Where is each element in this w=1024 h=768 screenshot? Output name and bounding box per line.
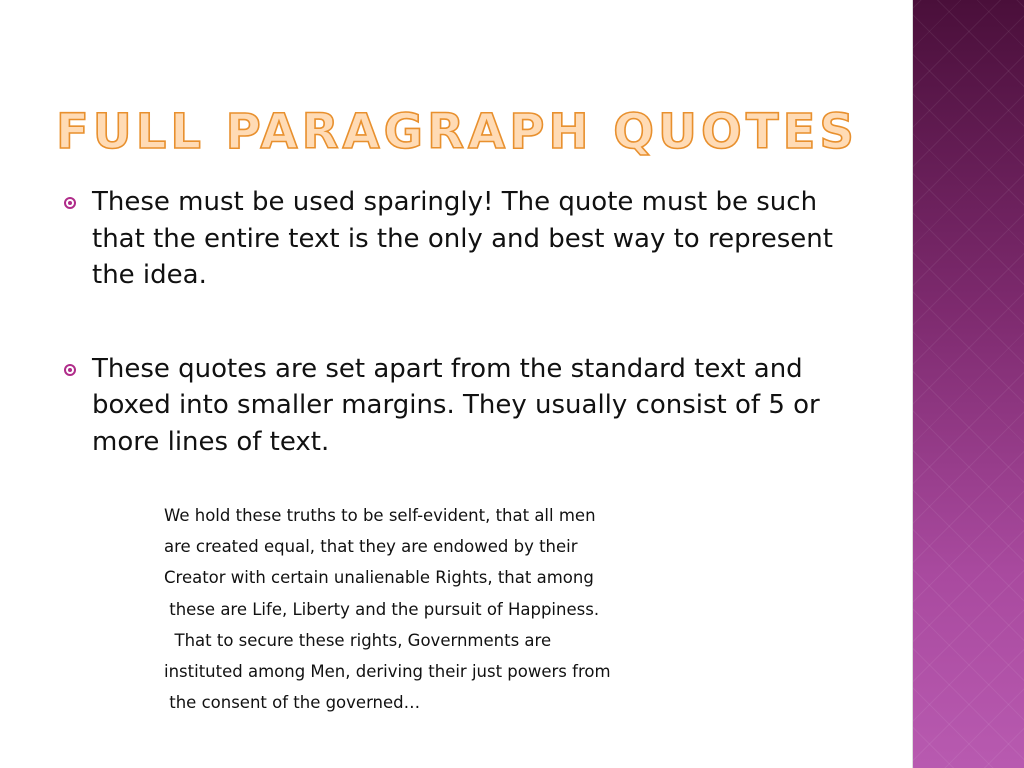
slide-title: FULL PARAGRAPH QUOTES xyxy=(56,104,858,160)
bullet-item xyxy=(60,184,850,294)
bullet-text: These must be used sparingly! The quote must be such that the entire text is the only and best way to represent the idea. xyxy=(92,187,833,290)
quote-line: instituted among Men, deriving their just powers from xyxy=(164,662,611,682)
block-quote xyxy=(164,500,724,718)
decorative-side-band xyxy=(912,0,1024,768)
quote-line: the consent of the governed… xyxy=(164,693,421,713)
quote-line: these are Life, Liberty and the pursuit of Happiness. xyxy=(164,599,600,619)
target-bullet-icon xyxy=(64,197,76,209)
bullet-item xyxy=(60,351,850,461)
quote-line: That to secure these rights, Governments are xyxy=(164,630,552,650)
bullet-text: These quotes are set apart from the standard text and boxed into smaller margins. They usually consist of 5 or more lines of text. xyxy=(92,353,820,457)
quote-line: are created equal, that they are endowed by their xyxy=(164,537,578,557)
quote-line: We hold these truths to be self-evident, that all men xyxy=(164,506,596,525)
target-bullet-icon xyxy=(64,364,76,376)
bullet-list xyxy=(60,184,850,460)
quote-line: Creator with certain unalienable Rights, that among xyxy=(164,568,594,588)
